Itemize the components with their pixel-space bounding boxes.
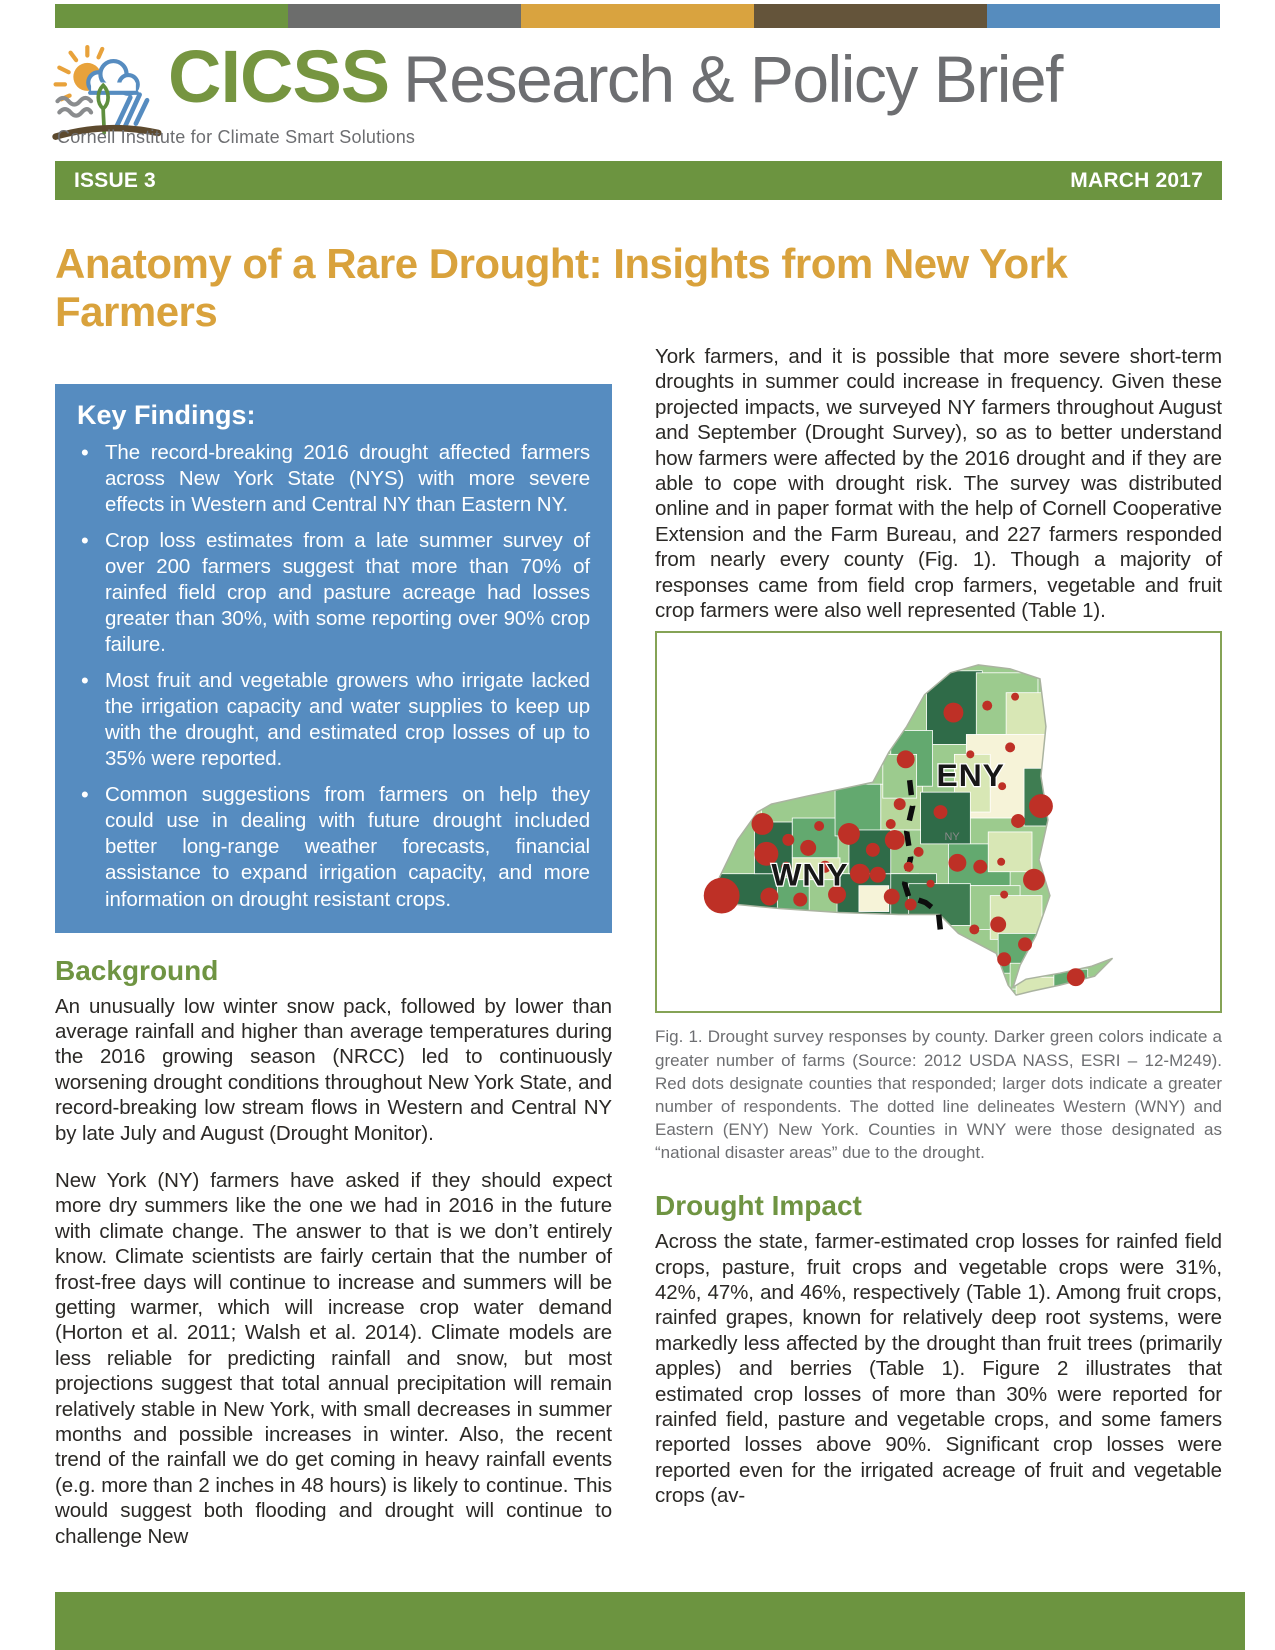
county-dot	[997, 953, 1011, 967]
key-finding-item: • Common suggestions from farmers on help they could use in dealing with future drought included better long-range weather forecasts, financial assistance to expand irrigation capacity, and more information on drought resistant crops.	[77, 782, 590, 912]
county-dot	[905, 899, 917, 911]
county-dot	[1005, 743, 1015, 753]
ribbon-segment	[521, 4, 754, 28]
issue-bar	[55, 161, 1222, 200]
county-dot	[793, 893, 807, 907]
county-dot	[914, 847, 924, 857]
county-dot	[704, 878, 740, 914]
county-dot	[990, 917, 1006, 933]
right-column	[655, 344, 1222, 1509]
left-column	[55, 384, 612, 1549]
county-dot	[885, 830, 905, 850]
brand-name: CICSS	[168, 35, 390, 118]
county-dot	[997, 858, 1005, 866]
drought-impact-heading: Drought Impact	[655, 1190, 862, 1222]
issue-label: ISSUE 3	[74, 168, 156, 192]
key-finding-item: • Most fruit and vegetable growers who irrigate lacked the irrigation capacity and water supplies to keep up with the drought, and estimated crop losses of up to 35% were reported.	[77, 668, 590, 772]
ribbon-segment	[288, 4, 521, 28]
county-dot	[897, 751, 915, 769]
county-dot	[943, 703, 963, 723]
background-paragraph: An unusually low winter snow pack, followed by lower than average rainfall and higher than average temperatures during the 2016 growing season (NRCC) led to continuously worsening drought conditions throughout New York State, and record-breaking low stream flows in Western and Central NY by late July and August (Drought Monitor).	[55, 994, 612, 1145]
county-dot	[838, 823, 860, 845]
county-dot	[948, 854, 966, 872]
ny-county-map	[659, 635, 1218, 1009]
county-dot	[1018, 938, 1032, 952]
county-dot	[886, 819, 896, 829]
county-dot	[1011, 815, 1025, 829]
map-label-wny: WNY	[771, 857, 849, 894]
county-dot	[884, 889, 900, 905]
date-label: MARCH 2017	[1070, 168, 1203, 192]
county-dot	[850, 864, 870, 884]
background-paragraph: New York (NY) farmers have asked if they should expect more dry summers like the one we had in 2016 in the future with climate change. The answer to that is we don’t entirely know. Climate scientists are fairly certain that the number of frost-free days will continue to increase and summers will be getting warmer, which will increase crop water demand (Horton et al. 2011; Walsh et al. 2014). Climate models are less reliable for predicting rainfall and snow, but most projections suggest that total annual precipitation will remain relatively stable in New York, with small decreases in summer months and possible increases in winter. Also, the recent trend of the rainfall we do get coming in heavy rainfall events (e.g. more than 2 inches in 48 hours) is likely to continue. This would suggest both flooding and drought will continue to challenge New	[55, 1168, 612, 1548]
brand-suffix: Research & Policy Brief	[403, 42, 1062, 116]
map-watermark: NY	[944, 831, 960, 844]
county-dot	[814, 821, 824, 831]
map-label-eny: ENY	[936, 757, 1005, 794]
county-dot	[934, 806, 948, 820]
masthead	[168, 35, 1062, 118]
brand-tagline: Cornell Institute for Climate Smart Solutions	[57, 127, 416, 147]
county-dot	[1011, 693, 1019, 701]
key-finding-item: • The record-breaking 2016 drought affected farmers across New York State (NYS) with more severe effects in Western and Central NY than Eastern NY.	[77, 440, 590, 518]
county-dot	[1023, 869, 1045, 891]
drought-impact-paragraph: Across the state, farmer-estimated crop losses for rainfed field crops, pasture, fruit crops and vegetable crops were 31%, 42%, 47%, and 46%, respectively (Table 1). Among fruit crops, rainfed grapes, known for relatively deep root systems, were markedly less affected by the drought than fruit trees (primarily apples) and berries (Table 1). Figure 2 illustrates that estimated crop losses of more than 30% were reported for rainfed field, pasture and vegetable crops, and some famers reported losses above 90%. Significant crop losses were reported even for the irrigated acreage of fruit and vegetable crops (av-	[655, 1230, 1222, 1508]
figure-1-caption: Fig. 1. Drought survey responses by county. Darker green colors indicate a greater number of farms (Source: 2012 USDA NASS, ESRI – 12-M249). Red dots designate counties that responded; larger dots indicate a greater number of respondents. The dotted line delineates Western (WNY) and Eastern (ENY) New York. Counties in WNY were those designated as “national disaster areas” due to the drought.	[655, 1027, 1222, 1163]
county-choropleth	[660, 635, 1217, 1009]
county-dot	[927, 880, 935, 888]
county-dot	[870, 867, 886, 883]
county-dot	[866, 843, 880, 857]
ribbon-segment	[987, 4, 1220, 28]
background-heading: Background	[55, 954, 219, 986]
county-dot	[800, 840, 816, 856]
county-dot	[894, 799, 906, 811]
county-dot	[1029, 795, 1053, 819]
county-dot	[969, 925, 979, 935]
ribbon-segment	[55, 4, 288, 28]
county-dot	[1067, 969, 1085, 987]
figure-1-map	[655, 631, 1222, 1013]
county-dot	[1000, 891, 1008, 899]
footer-bar	[55, 1592, 1245, 1650]
key-findings-box	[55, 384, 612, 933]
ribbon-segment	[754, 4, 987, 28]
top-ribbon	[55, 4, 1220, 28]
key-findings-heading: Key Findings:	[77, 400, 256, 430]
county-dot	[904, 862, 914, 872]
cicss-logo-icon	[50, 40, 162, 140]
article-title: Anatomy of a Rare Drought: Insights from New York Farmers	[55, 240, 1068, 336]
key-finding-item: • Crop loss estimates from a late summer survey of over 200 farmers suggest that more than 70% of rainfed field crop and pasture acreage had losses greater than 30%, with some reporting over 90% crop failure.	[77, 528, 590, 658]
continuation-paragraph: York farmers, and it is possible that more severe short-term droughts in summer could increase in frequency. Given these projected impacts, we surveyed NY farmers throughout August and September (Drought Survey), so as to better understand how farmers were affected by the 2016 drought and if they are able to cope with drought risk. The survey was distributed online and in paper format with the help of Cornell Cooperative Extension and the Farm Bureau, and 227 farmers responded from nearly every county (Fig. 1). Though a majority of responses came from field crop farmers, vegetable and fruit crop farmers were also well represented (Table 1).	[655, 345, 1222, 623]
county-dot	[752, 814, 774, 836]
key-findings-list	[77, 440, 590, 913]
county-dot	[973, 860, 987, 874]
county-dot	[782, 834, 794, 846]
county-dot	[982, 701, 992, 711]
